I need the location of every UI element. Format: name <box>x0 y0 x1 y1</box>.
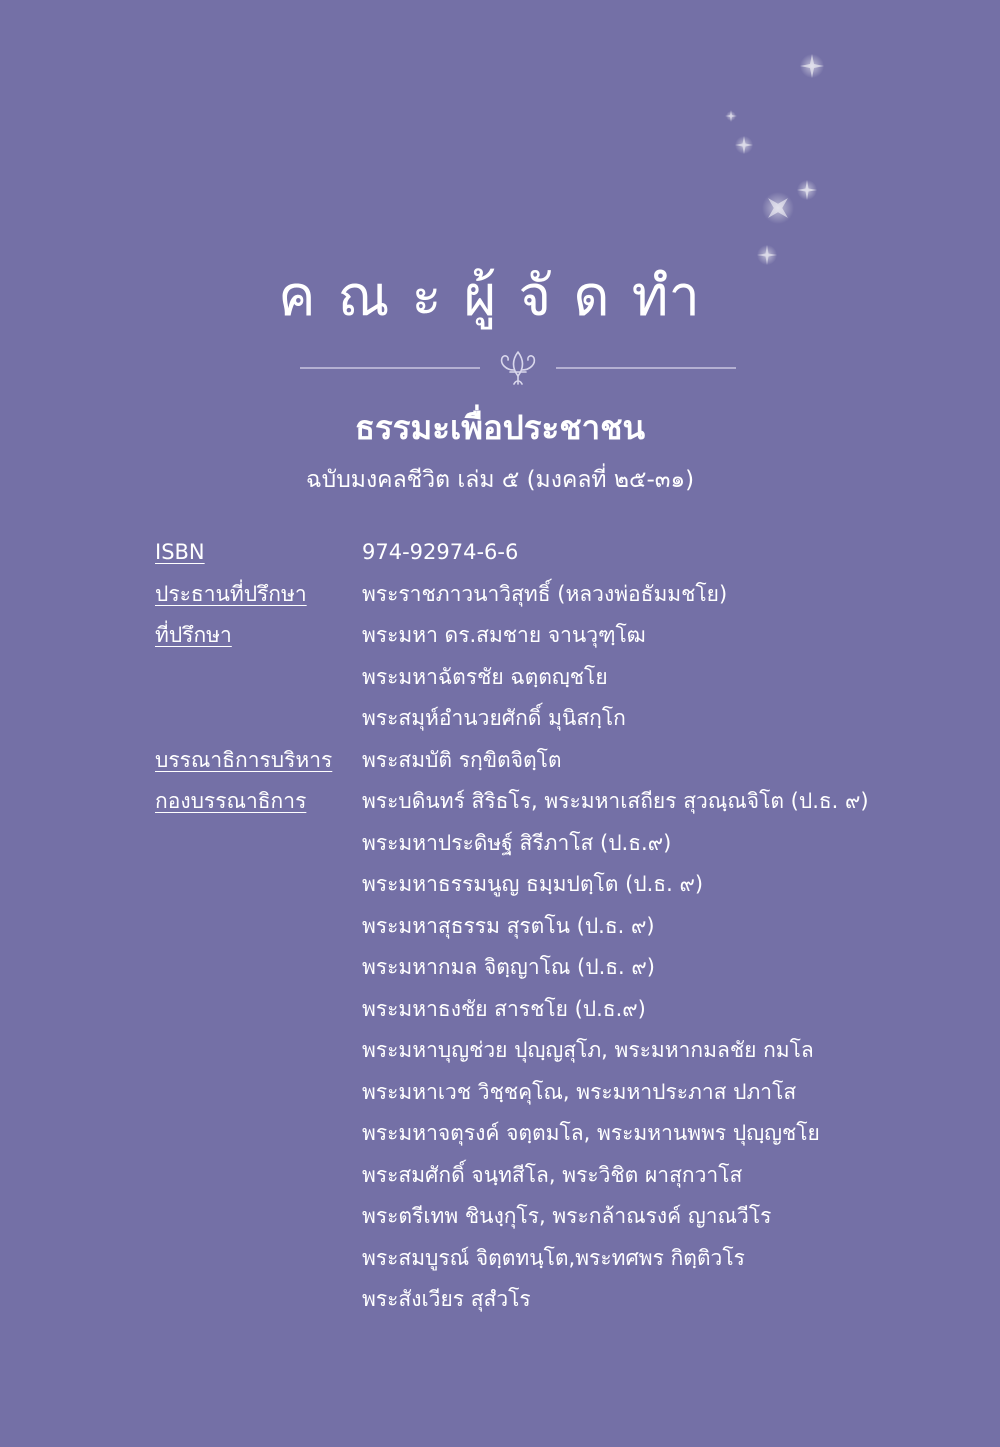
credit-label-text: ISBN <box>155 540 205 564</box>
credit-label <box>155 574 362 616</box>
sparkle-star-icon <box>797 180 817 200</box>
sparkle-star-icon <box>725 110 737 122</box>
credit-name: พระมหาเวช วิชฺชคุโณ, พระมหาประภาส ปภาโส <box>362 1079 797 1104</box>
credit-name: พระมหา ดร.สมชาย จานวุฑฺโฒ <box>362 623 646 647</box>
credit-row-editorial-board <box>155 781 955 1321</box>
credit-name: พระมหาสุธรรม สุรตโน (ป.ธ. ๙) <box>362 913 655 938</box>
credit-row-isbn <box>155 532 955 574</box>
credit-name: พระมหาประดิษฐ์ สิรีภาโส (ป.ธ.๙) <box>362 830 672 855</box>
sparkle-decoration <box>700 40 840 280</box>
credit-values <box>362 781 955 1321</box>
credit-name: พระบดินทร์ สิริธโร, พระมหาเสถียร สุวณฺณจิโต (ป.ธ. ๙) <box>362 789 869 813</box>
credit-values <box>362 574 955 616</box>
credit-name: พระราชภาวนาวิสุทธิ์ (หลวงพ่อธัมมชโย) <box>362 581 728 606</box>
credit-name: พระมหาบุญช่วย ปุญฺญสุโภ, พระมหากมลชัย กมโล <box>362 1038 814 1062</box>
fleur-de-lis-icon <box>502 352 535 384</box>
credit-name: พระมหาธรรมนูญ ธมฺมปตฺโต (ป.ธ. ๙) <box>362 872 704 896</box>
credit-label <box>155 532 362 574</box>
credit-values <box>362 615 955 740</box>
credit-name: พระสมศักดิ์ จนฺทสีโล, พระวิชิต ผาสุกวาโส <box>362 1162 743 1187</box>
credit-values <box>362 740 955 782</box>
sparkle-star-icon <box>758 188 798 228</box>
credit-values <box>362 532 955 574</box>
credit-label <box>155 781 362 823</box>
credits-list <box>155 532 955 1321</box>
credit-name: พระมหากมล จิตฺญาโณ (ป.ธ. ๙) <box>362 955 655 979</box>
credit-row-advisors <box>155 615 955 740</box>
credit-label-text: ประธานที่ปรึกษา <box>155 581 307 606</box>
sparkle-star-icon <box>735 136 753 154</box>
book-edition: ฉบับมงคลชีวิต เล่ม ๕ (มงคลที่ ๒๕-๓๑) <box>305 467 695 493</box>
title-divider <box>300 348 736 388</box>
credit-name: พระมหาฉัตรชัย ฉตฺตญฺชโย <box>362 664 608 689</box>
isbn-value: 974-92974-6-6 <box>362 540 519 564</box>
page-title: คณะผู้จัดทำ <box>278 264 722 329</box>
credit-label-text: ที่ปรึกษา <box>155 623 232 647</box>
credit-label-text: บรรณาธิการบริหาร <box>155 747 333 772</box>
credit-label-text: กองบรรณาธิการ <box>155 789 307 813</box>
credit-label <box>155 740 362 782</box>
credit-row-executive-editor <box>155 740 955 782</box>
credit-name: พระสมบัติ รกฺขิตจิตฺโต <box>362 747 562 772</box>
credit-name: พระมหาธงชัย สารชโย (ป.ธ.๙) <box>362 996 646 1021</box>
sparkle-star-icon <box>800 54 824 78</box>
credit-row-chief-advisor <box>155 574 955 616</box>
credit-name: พระมหาจตุรงค์ จตฺตมโล, พระมหานพพร ปุญฺญชโย <box>362 1121 820 1145</box>
credit-name: พระตรีเทพ ชินงฺกุโร, พระกล้าณรงค์ ญาณวีโร <box>362 1204 772 1228</box>
credit-name: พระสมบูรณ์ จิตฺตทนฺโต,พระทศพร กิตฺติวโร <box>362 1245 745 1270</box>
credit-name: พระสมุห์อำนวยศักดิ์ มุนิสกฺโก <box>362 706 626 730</box>
credit-name: พระสังเวียร สุสํวโร <box>362 1287 531 1311</box>
credit-label <box>155 615 362 657</box>
book-series-title: ธรรมะเพื่อประชาชน <box>354 408 646 447</box>
